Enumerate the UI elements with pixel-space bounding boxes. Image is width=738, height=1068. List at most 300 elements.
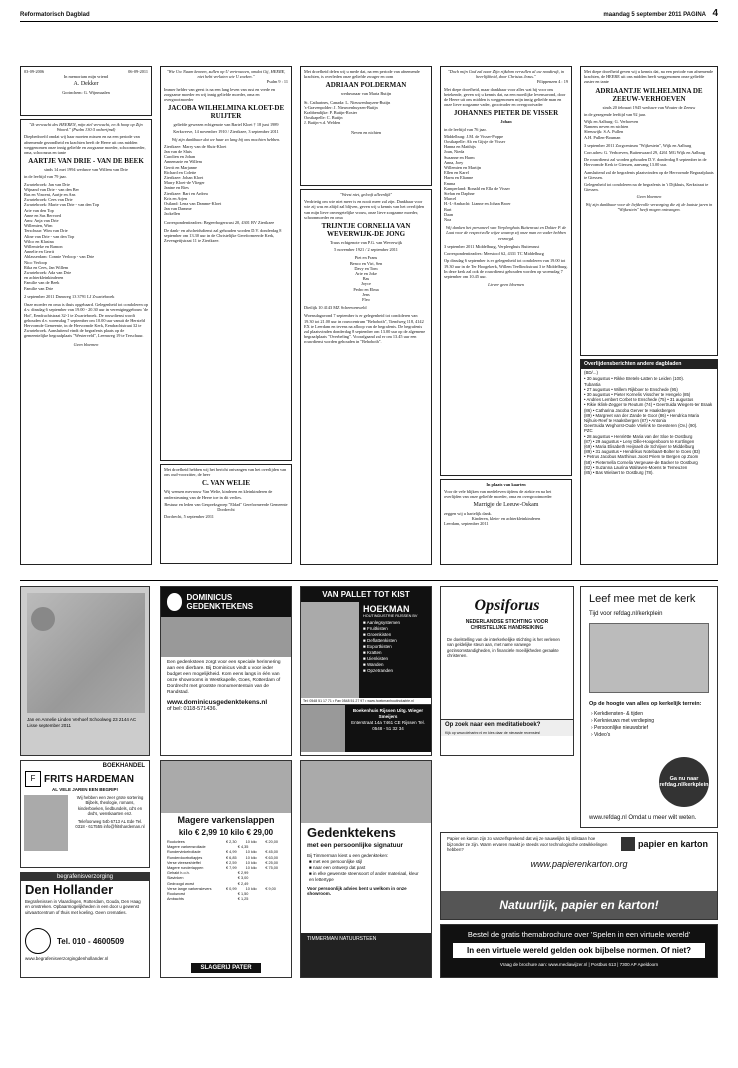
price-cell: 10 kilo [245, 840, 257, 844]
family-line: Aline van Drie - van den Top [24, 233, 75, 239]
slagerij-title: Magere varkenslappen [177, 815, 275, 825]
verse-ref: Filippenzen 4 : 19 [536, 79, 568, 85]
intro-text: Met droefheid hebben wij het bericht ontvangen van het overlijden van ons oud-voorzitter, de heer [164, 467, 287, 478]
mediawijzer-line2: In een virtuele wereld gelden ook bijbelse normen. Of niet? [453, 943, 705, 958]
signature: Bestuur en leden van Gespreksgroep "Eldad" Gereformeerde Gemeente Dordrecht [164, 501, 288, 513]
family-line: Middelburg: J.M. de Visser-Poppe [444, 133, 504, 139]
hardeman-name: FRITS HARDEMAN [44, 773, 134, 785]
gedenk-sub: met een persoonlijke signatuur [307, 842, 404, 849]
family-line: St. Catharines, Canada: L. Nieuwenhuyzen-Butijn [304, 99, 391, 105]
family-line: Ellen en Karel [444, 170, 469, 176]
thanks-de-leeuw [440, 479, 572, 565]
price-cell: Gehakt h.o.h. [167, 871, 190, 876]
obituary-de-visser [440, 66, 572, 476]
dominicus-text: Een gedenksteen zorgt voor een speciale herinnering aan een dierbare. Bij Dominicus vindt u voor ieder budget een mogelijkheid. Kom eens langs in één van onze showrooms in Westkapelle, Goes, Rotterdam of Dordrecht met grootste monumententuin van de Randstad. [167, 660, 281, 695]
overview-item: (85) • Bas Wielaert te Oostburg (78). [584, 470, 654, 476]
memoriam-dekker [20, 66, 152, 116]
opsiforus-sub: NEDERLANDSE STICHTING VOOR CHRISTELIJKE HANDREIKING [465, 619, 549, 631]
dominicus-banner [161, 587, 291, 617]
opsiforus-logo: Opsiforus [474, 597, 540, 614]
closing: Neven en nichten [350, 129, 382, 135]
obituary-text: Verdrietig om wie niet meer is en nooit meer zal zijn. Dankbaar voor wie zij was en altijd zal blijven, geven wij u kennis van het overlijden van mijn lieve onvergetelijke vrouw, onze lieve zorgzame moeder, schoonmoeder en oma [304, 199, 425, 220]
hollander-label: begrafenisverzorging [21, 873, 149, 881]
overview-item: (87) • 29 augustus • Leny Dille-Hoogenboom te Kortlingen [584, 438, 695, 444]
age: in de leeftijd van 79 jaar. [24, 174, 67, 180]
page-number: 4 [712, 8, 718, 19]
refdag-list [581, 709, 717, 741]
family-line: Willemien en Martijn [444, 165, 482, 171]
hoekman-item: ■ Kratten [363, 650, 382, 655]
obituary-van-weverwijk [300, 189, 432, 565]
price-cell: € 2,59 [226, 860, 237, 865]
gedenk-text: Bij Timmerman kiest u een gedenkteken: [307, 853, 389, 858]
price-cell: € 6,85 [226, 855, 237, 860]
family-line: Rika en Cees, Jan Willem [24, 264, 69, 270]
price-cell: € 4,35 [237, 845, 249, 850]
verse-ref: Psalm 9 : 11 [266, 79, 288, 85]
overview-item: • 30 augustus • Rikke Bretels-Latten te Leiden (100). [584, 376, 684, 382]
price-cell: € 2,99 [237, 871, 249, 876]
overview-item: (82) • Suzanna Laurina Walraven-Moens te Temeuzen [584, 464, 688, 470]
funeral-info: Op dinsdag 6 september is er gelegenheid tot condoleren van 19.00 tot 19.30 uur in de Ter Hoogekerk, Willem Teellinckstraat 3 te Middelburg. In deze kerk zal ook de rouwdienst gehouden worden op woensdag 7 september om 10.45 uur. [444, 258, 568, 279]
gedenk-item: ■ met een persoonlijke stijl [309, 859, 363, 864]
hoekman-item: ■ Deflattenkisten [363, 638, 397, 643]
overview-item: • Rikie Iklink-Zegger te Reutum (74) • Geertruida Wiegers-ter Braak (86) • Catharina Jacoba Gerver te Haaksbergen [584, 402, 713, 413]
subtitle: weduwnaar van Maria Butijn [340, 91, 392, 97]
column-1 [20, 66, 152, 576]
wreath-icon [31, 607, 55, 631]
hoekman-item: ■ Aanlegsystemen [363, 620, 400, 625]
family-line: Anna, Joey [444, 159, 464, 165]
price-cell: € 63,00 [265, 855, 279, 860]
mediawijzer-footer: Vraag de brochure aan: www.mediawijzer.nl | Postbus 613 | 7300 AP Apeldoorn [499, 962, 659, 967]
address: 3 september 2011 Middelburg, Verpleeghuis Buitenrust [444, 243, 540, 249]
price-cell: € 45,00 [265, 850, 279, 855]
family-line: Hanna en Matthijs [444, 144, 476, 150]
refdag-item: › Kerknieuws met verdieping [591, 718, 655, 724]
deceased-name: JACOBA WILHELMINA KLOET-DE RUIJTER [167, 104, 285, 121]
hoekman-item: ■ Groenkisten [363, 632, 392, 637]
price-cell: Slavinken [167, 876, 184, 881]
family-line: en achterkleinkinderen [24, 275, 64, 281]
newspaper-name: Reformatorisch Dagblad [20, 12, 90, 18]
overview-title: Overlijdensberichten andere dagbladen [581, 360, 717, 369]
family-line: A.H. Pullen-Bouman [584, 134, 621, 140]
family-line: Davy en Tom [354, 265, 378, 271]
overview-item: • Petrus Jacobus Marthinus Joost Priem te Bergen op Zoom [584, 454, 699, 460]
hollander-name: Den Hollander [25, 882, 114, 897]
family-list [304, 100, 428, 126]
deceased-name: ADRIAANTJE WILHELMINA DE ZEEUW-VERHOEVEN [595, 86, 703, 103]
family-line: Bas en Vincent, Aartje en Ans [24, 192, 76, 198]
opsiforus-web[interactable]: Kijk op www.deharinr.nl en kies daar de nieuwste recensies! [441, 730, 573, 736]
price-cell: 10 kilo [245, 855, 257, 860]
family-list [444, 134, 568, 222]
date-right: 06-09-2011 [128, 69, 148, 74]
family-line: Nico Verloop [24, 259, 47, 265]
overview-item: Geertruida Weghorst-Oude Vrielink te Geesteren (Ov.) (90). [584, 423, 698, 429]
family-line: Familie van Drie [24, 285, 54, 291]
hardeman-ad [20, 760, 150, 868]
refdag-title: Leef mee met de kerk [589, 593, 696, 605]
age: in de gezegende leeftijd van 92 jaar. [584, 111, 646, 117]
family-line: Zwartebroek: Marie van Drie - van den Top [24, 202, 100, 208]
family-list [304, 255, 428, 302]
age: in de leeftijd van 76 jaar. [444, 126, 487, 132]
price-cell: € 4,99 [226, 850, 237, 855]
subtitle: Truus echtgenote van P.G. van Weverwijk [329, 240, 403, 246]
hoekman-contact: Tel: 0548 51 17 71 • Fax 0548 51 27 97 • www.hoekmanhoutindustrie.nl [303, 699, 414, 703]
column-4 [440, 66, 572, 576]
family-line: Joyce [361, 281, 371, 287]
bookshop-name: Boekenhuis Rijssen Uitg. Wieger Smeijers [352, 708, 424, 719]
hollander-text: Begrafenissen in Vlaardingen, Rotterdam, Gouda, Den Haag en omstreken. Opbaarmogelijkheden in een door u gewenst uitvaartcentrum of thuis met koeling. Geen crematies. [25, 899, 141, 915]
overview-item: (69) • Maria Elisabeth Heijnaelt de Schrijver te Middelburg [584, 444, 695, 450]
memorial-photo-ad [20, 586, 150, 756]
gedenkteken-photo [301, 761, 431, 823]
family-line: Namens neven en nichten [584, 124, 629, 130]
hoekman-ad [300, 586, 432, 756]
family-line: Krabbendijke: P. Butijn-Rosier [304, 110, 358, 116]
subtitle: geliefde gewezen echtgenote van Bartel Kloet † 18 juni 1989 [173, 122, 279, 128]
papier-web[interactable]: www.papierenkarton.org [530, 858, 628, 869]
no-flowers: Geen bloemen [636, 194, 662, 200]
correspondence: Correspondentieadres: Meestoof 62, 4331 TC Middelburg [444, 251, 544, 257]
family-line: Benco en Viri, Sen [349, 260, 383, 266]
overview-item: • 30 augustus • Pieter Kornelis Visscher te Hengelo (85) [584, 392, 691, 398]
date-left: 03-09-2006 [24, 69, 45, 74]
gedenk-title: Gedenktekens [307, 825, 396, 840]
verse: "Weest niet, gelooft alleenlijk" [339, 192, 393, 197]
hoekman-item: ■ Uienkisten [363, 656, 388, 661]
family-line: Jan van Damme [164, 206, 192, 212]
price-cell: € 2,30 [226, 840, 237, 844]
family-line: Zwartebroek: Ada van Drie [24, 270, 72, 276]
dominicus-phone: of bel: 0118-571436. [167, 706, 218, 712]
family-line: Bart [444, 206, 452, 212]
thanks-text: Voor de vele blijken van medeleven tijdens de ziekte en na het overlijden van onze geliefde moeder, oma en overgrootmoeder [444, 489, 552, 500]
refdag-heading: Op de hoogte van alles op kerkelijk terrein: [589, 701, 702, 707]
overview-source: (BD/...) [584, 370, 598, 376]
refdag-item: › Persoonlijke nieuwsbrief [591, 725, 648, 731]
slagerij-price: kilo € 2,99 10 kilo € 29,00 [178, 828, 274, 837]
family-line: Ablasserdam: Connie Verloop - van Drie [24, 254, 95, 260]
deceased-name: JOHANNES PIETER DE VISSER [453, 109, 559, 118]
gedenk-item: ■ naar een ontwerp dat past [309, 865, 366, 870]
obituary-text: Met diepe droefheid, maar dankbaar voor alles wat hij voor ons betekende, geven wij u kennis dat, na een moeilijke levensavond, door de Heere uit ons midden is weggenomen mijn innig geliefde man en onze lieve zorgzame vader, grootvader en overgrootvader [444, 86, 566, 108]
hoekman-item: ■ Exportkisten [363, 644, 392, 649]
price-cell: Verse lange varkenslevers [167, 886, 212, 891]
family-list [24, 182, 148, 291]
verse: "Wie Uw Naam kennen, zullen op U vertrouwen, omdat Gij, HEERE, niet hebt verlaten wie U zoeken." [166, 69, 286, 80]
obituary-text: Diepbedroefd omdat wij haar moeten missen en na een periode van afnemende gezondheid en krachten heeft de Heere uit ons midden weggenomen onze innig geliefde en zorgzame moeder, schoonmoeder, oma, schoonzus en tante [24, 134, 146, 156]
family-line: Janine en Ries [164, 185, 189, 191]
family-line: Richard en Colette [164, 169, 197, 175]
deceased-name: ADRIAAN POLDERMAN [325, 81, 407, 90]
deceased-name: Marrigje de Leeuw-Oskam [473, 501, 539, 508]
date: Dordrecht, 5 september 2011 [164, 514, 214, 520]
hardeman-logo-icon: F [25, 771, 41, 787]
family-line: Daan [444, 211, 454, 217]
price-cell: Rookworst [167, 892, 185, 897]
family-line: Willemien, Wim [24, 223, 53, 229]
family-line: Ostland: Lena van Damme-Kloet [164, 201, 222, 207]
price-cell: € 0,99 [226, 886, 237, 891]
opsiforus-text: De doelstelling van de interkerkelijke stichting is het verlenen van geldelijke steun aan, met name vanwege gezinsomstandigheden, in financiële moeilijkheden geraakte christenen. [447, 637, 560, 659]
mediawijzer-line1: Bestel de gratis themabrochure over 'Spelen in een virtuele wereld' [467, 930, 691, 939]
price-cell: € 9,00 [265, 886, 276, 891]
refdag-footer: www.refdag.nl Omdat u meer wilt weten. [589, 815, 697, 821]
price-cell: 10 kilo [245, 860, 257, 865]
opsiforus-cta: Op zoek naar een meditatieboek? [441, 719, 573, 730]
dates: 5 november 1921 / 2 september 2011 [334, 247, 398, 253]
obituary-van-welie [160, 464, 292, 564]
thanks: Wij danken het personeel van Verpleeghuis Buitenrust en Dokter P. de Laat voor de respectvolle wijze waarop zij onze man en vader hebben verzorgd. [445, 225, 567, 241]
verse: "Ik verwacht des HEEREN, mijn ziel verwacht, en ik hoop op Zijn Woord." (Psalm 130:5 onberijmd) [29, 122, 143, 133]
family-line: Gerrit en Marjanne [164, 164, 197, 170]
correspondence: Corr.adres: G. Verhoeven, Buitenwaard 29, 4261 MG Wijk en Aalburg [584, 150, 706, 156]
overview-item: • 28 augustus • Henriëtte Maria van der Sloe te Oostburg [584, 433, 693, 439]
family-line: Terschuur: Wim van Drie [24, 228, 68, 234]
address: 3 september 2011 Zorgcentrum "Wijkestein", Wijk en Aalburg [584, 142, 692, 148]
hollander-web[interactable]: www.begrafenisverzorgingdenhollander.nl [25, 956, 109, 961]
family-list [164, 144, 288, 217]
funeral-info: Onze moeder en oma is thuis opgebaard. Gelegenheid tot condoleren op d.v. dinsdag 6 september van 19.00 - 20.30 uur in vereniginggebouw 'de Hof', Eendrachtstraat 32-1 te Zwartebroek. De rouwdienst wordt gehouden d.v. woensdag 7 september om 10.00 uur vanuit de Hersteld Hervormde Gemeente, in de Hervormde Kerk, Eendrachtstraat 32 te Zwartebroek. Aansluitend vindt de begrafenis plaats op de gemeentelijke begraafplaats "Westerveld", Leemweg 19 te Terschuur. [24, 302, 149, 339]
bookshop-address: Enterstraat 14a 7461 CE Rijssen Tel. 0548 - 51 32 34 [351, 720, 425, 731]
mediawijzer-ad [440, 924, 718, 978]
overview-item: Tubantia [584, 381, 601, 387]
family-line: Suzanne en Harm [444, 154, 475, 160]
family-line: Jens [362, 291, 370, 297]
date: Leerdam, september 2011 [444, 521, 489, 527]
intro: In memoriam mijn vriend [63, 74, 109, 80]
family-line: Wijk en Aalburg: G. Verhoeven [584, 119, 639, 125]
family-line: Bas [362, 276, 370, 282]
dates: Kerkwerve, 14 november 1910 / Zierikzee, 3 september 2011 [173, 129, 279, 135]
family-line: Fleo [362, 297, 370, 303]
price-cell: Rookvlees [167, 840, 185, 844]
page-header [20, 8, 718, 22]
overview-list [581, 376, 717, 475]
price-cell: Verse vleeseshieffel [167, 860, 201, 865]
timmerman-ad [300, 760, 432, 978]
address: 2 september 2011 Damweg 13 3791 LJ Zwartebroek [24, 293, 115, 299]
overview-item: • Andries Lembert Corbet te Enschede (75) • 31 augustus [584, 397, 694, 403]
slagerij-pater-ad [160, 760, 292, 978]
refdag-sub: Tijd voor refdag.nl/kerkplein [589, 611, 663, 617]
gedenk-list [301, 859, 431, 883]
price-cell: € 3,00 [237, 876, 249, 881]
family-line: Jackellen [164, 211, 180, 217]
family-list [584, 119, 714, 140]
obituary-text: Met diepe droefheid geven wij u kennis dat, na een periode van afnemende krachten, de HEERE uit ons midden heeft weggenomen onze geliefde zuster en tante [584, 69, 713, 85]
hoekman-brand: HOEKMAN [363, 604, 410, 614]
family-line: Zwartebroek: Jan van Drie [24, 181, 70, 187]
overlijdensberichten-box [580, 359, 718, 565]
timmerman-brand: TIMMERMAN NATUURSTEEN [301, 933, 431, 977]
funeral-info: De dank- en afscheidsdienst zal gehouden worden D.V. donderdag 8 september om 13.30 uur in de Christelijke Gereformeerde Kerk, Zevengetijstraat 11 te Zierikzee. [164, 227, 282, 244]
burial-info: Aansluitend zal de begrafenis plaatsvinden op de Hervormde Begraafplaats te Giessen. [584, 169, 714, 180]
hardeman-label: BOEKHANDEL [102, 763, 145, 769]
address: Dietlijk 10 4143 MZ Scheewenweld [304, 305, 367, 311]
deceased-name: TRIJNTJE CORNELIA VAN WEVERWIJK-DE JONG [321, 222, 411, 239]
price-cell: 10 kilo [245, 850, 257, 855]
refdag-cta-badge[interactable]: Ga nu naar refdag.nl/kerkplein [659, 757, 709, 807]
hoekman-sub: HOUTINDUSTRIE RIJSSEN BV [363, 614, 418, 618]
hoekman-item: ■ Opzetranden [363, 668, 393, 673]
family-line: Marry Kloet-de Vlieger [164, 180, 205, 186]
family-line: Noa [444, 217, 452, 223]
section-divider [20, 580, 718, 581]
column-3 [300, 66, 432, 576]
signature: Kinderen, klein- en achterkleinkinderen [471, 515, 541, 521]
meat-photo [161, 761, 291, 813]
price-row [167, 897, 285, 902]
price-cell: € 25,00 [265, 860, 279, 865]
price-cell: € 1,25 [237, 897, 249, 902]
family-line: Familie van de Beek [24, 280, 60, 286]
obituary-kloet [160, 66, 292, 461]
price-cell: € 7,99 [226, 866, 237, 871]
family-line: Annemarie en Willem [164, 159, 202, 165]
obituary-text: Met droefheid delen wij u mede dat, na een periode van afnemende krachten, is overleden onze geliefde zwager en oom [304, 69, 420, 80]
family-line: H.-I.-Ambacht: Lianne en Johan Broer [444, 201, 511, 207]
laptop-image [589, 623, 709, 693]
price-cell: Magere runderlappen [167, 866, 204, 871]
price-cell: 10 kilo [245, 886, 257, 891]
verse: "Doch mijn God zal naar Zijn rijkdom vervullen al uw noodtruft, in heerlijkheid, door Christus Jezus." [447, 69, 565, 80]
obituary-polderman [300, 66, 432, 186]
gedenk-footer: Voor persoonlijk advies bent u welkom in onze showroom. [307, 886, 407, 896]
gedenk-item: ■ in elke gewenste steensoort of ander materiaal, kleur en lettertype [309, 871, 419, 882]
hollander-logo-icon [25, 928, 51, 954]
stone-photo [161, 617, 291, 657]
column-2 [160, 66, 292, 576]
price-cell: € 2,49 [237, 881, 249, 886]
price-cell: Gedroogd worst [167, 881, 195, 886]
hoekman-list [363, 620, 427, 674]
family-line: Wijnand van Drie - van den Ber [24, 186, 79, 192]
family-line: Arie van den Top [24, 207, 54, 213]
opsiforus-ad [440, 586, 574, 756]
price-cell: Magere varkensrollade [167, 845, 206, 850]
family-line: Arie en Joke [355, 271, 377, 277]
bookshop-photo [301, 705, 345, 752]
price-cell [261, 897, 285, 902]
family-line: Ams: Anja van Drie [24, 218, 59, 224]
family-line: Zierikzee: Johan Kloet [164, 175, 204, 181]
correspondence: Correspondentieadres: Begeerbogersrust 20, 4301 BV Zierikzee [164, 219, 275, 225]
family-line: Piet en Frans [354, 255, 378, 261]
family-line: Joan, Nieda [444, 149, 465, 155]
family-line: 's-Gravenpolder: J. Nieuwenhuyzen-Butijn [304, 104, 378, 110]
deceased-name: A. Dekker [73, 81, 99, 88]
refdag-item: › Kerkdiensten- & tijden [591, 711, 643, 717]
no-flowers: Liever geen bloemen [488, 282, 524, 288]
family-line: Sleeuwijk: S.A. Pullen [584, 129, 624, 135]
thanks: Wij zijn dankbaar dat we haar zo lang bij ons mochten hebben. [171, 136, 281, 142]
nickname: Johan [500, 119, 512, 125]
den-hollander-ad [20, 872, 150, 978]
shop-photo [24, 795, 68, 851]
family-line: Stefan en Daphne [444, 191, 475, 197]
family-line: J. Butijn-v.d. Welden [304, 120, 341, 126]
no-flowers: Geen bloemen [73, 341, 99, 347]
family-line: Anne en Sas Bervoed [24, 212, 62, 218]
subtitle: sinds 20 februari 1945 weduwe van Wouter de Zeeuw [602, 104, 696, 110]
refdag-ad [580, 586, 718, 828]
deceased-name: C. VAN WELIE [201, 479, 251, 488]
dominicus-ad [160, 586, 292, 756]
slagerij-price-table [161, 838, 291, 904]
obituary-text: Immer helder van geest is na een lang leven van rust en vrede en zorgzame moeder en wij innig geliefde moeder, oma en overgrootmoeder [164, 86, 276, 103]
overview-item: (89) • Margreet van der Zande te Goor (86) • Hendrica Maria Nijhuis-Reef te Haaksbergen (87) • Antonia [584, 412, 700, 424]
hardeman-text: Wij hebben een zeer grote sortering Bijbels, theologie, romans, kinderboeken, liedbundels, cd's en dvd's, wenskaarten enz. [76, 795, 144, 817]
family-line: Carolien en Johan [164, 154, 196, 160]
family-line: Marcel [444, 196, 457, 202]
family-line: Kamperland: Ronald en Ella de Visser [444, 185, 510, 191]
title: In plaats van kaarten [486, 482, 526, 487]
funeral-info: De rouwdienst zal worden gehouden D.V. donderdag 8 september in de Hervormde Kerk te Giessen, aanvang 13.00 uur. [584, 157, 707, 168]
thanks: Wij zijn dankbaar voor de liefdevolle verzorging die zij de laatste jaren in "Wijkestein" heeft mogen ontvangen. [585, 201, 713, 212]
refdag-item: › Video's [591, 732, 611, 738]
dominicus-title: DOMINICUS GEDENKTEKENS [186, 593, 254, 611]
funeral-info: Woensdagavond 7 september is er gelegenheid tot condoleren van 19.30 tot 21.00 uur in rouwcentrum "Behoboth", Tiendweg 118, 4142 EX te Leerdam en tevens na afloop van de begrafenis. De begrafenis zal plaatsvinden donderdag 8 september om 13.00 uur op de algemene begraafplaats "Overbeling". Voorafgaand zal er om 13.45 uur een rouwdienst worden gehouden in "Behoboth". [304, 313, 426, 345]
hollander-phone: Tel. 010 - 4600509 [57, 936, 125, 946]
photo-caption: Jan en Annelie Linden Verhoef Schoolweg 23 2144 AC Lisse september 2011 [27, 717, 137, 728]
thanks-line: zeggen wij u hartelijk dank. [444, 510, 492, 516]
subtitle: sinds 14 mei 1994 weduwe van Willem van Drie [44, 167, 128, 173]
dominicus-web[interactable]: www.dominicusgedenktekens.nl [167, 699, 268, 706]
slagerij-name: SLAGERIJ PATER [191, 963, 261, 973]
papier-brand: papier en karton [638, 839, 709, 850]
header-date: maandag 5 september 2011 PAGINA [603, 12, 706, 18]
condolence-text: Wij wensen mevrouw Van Welie, kinderen en kleinkinderen de ondersteuning van de Heere toe in dit verlies. [164, 489, 273, 500]
price-cell: € 20,00 [265, 840, 279, 844]
hardeman-sub: AL VELE JAREN EEN BEGRIP! [52, 787, 118, 792]
papier-logo-icon [621, 837, 635, 851]
price-cell: € 75,00 [265, 866, 279, 871]
obituary-van-drie [20, 119, 152, 565]
condolence-info: Gelegenheid tot condoleren na de begrafenis in 't Dijkhuis, Kerkstraat te Giessen. [584, 182, 709, 193]
dominicus-logo-icon [167, 593, 182, 611]
obituary-de-zeeuw [580, 66, 718, 356]
papier-slogan: Natuurlijk, papier en karton! [441, 891, 717, 919]
price-cell: Ambachts [167, 897, 184, 902]
hoekman-item: ■ Wanden [363, 662, 384, 667]
column-5 [580, 66, 718, 576]
price-cell: € 1,50 [237, 892, 249, 897]
family-line: Zwartebroek: Cees van Drie [24, 197, 73, 203]
family-line: Zierikzee: Bart en Ardrea [164, 190, 208, 196]
family-line: Zierikzee: Marry van de Sluis-Kloet [164, 143, 227, 149]
deceased-name: AARTJE VAN DRIE - VAN DE BEEK [28, 157, 144, 166]
family-line: Willemieke en Ramon [24, 244, 63, 250]
papier-text: Papier en karton zijn zo vanzelfsprekend dat wij ze nauwelijks bij stilstaan hoe bijzonder ze zijn. Warm ervaren maakt je steeds voor technologische ontwikkelingen hebben? [447, 836, 608, 853]
papier-karton-ad [440, 832, 718, 920]
price-cell: 10 kilo [245, 866, 257, 871]
family-line: Kris en Arjen [164, 195, 188, 201]
overview-item: (58) • Pieternella Cornelia Vergeuwe-de Backer te Oostburg [584, 459, 698, 465]
signature: Gorinchem: G. Wijnmaalen [62, 90, 110, 96]
family-line: Pedro en Elma [353, 286, 379, 292]
family-line: Oostkapelle: C. Butijn [304, 115, 343, 121]
family-line: Emma [444, 180, 456, 186]
overview-item: (89) • 31 augustus • Hendrikus Notebaart-Bolter te Goes (83) [584, 449, 700, 455]
hoekman-title: VAN PALLET TOT KIST [301, 587, 431, 602]
hardeman-phone: Telefoonweg 54b 6713 AL Ede Tel. 0318 - 617555 info@fritshardeman.nl [75, 818, 145, 830]
price-cell: Runderdoorbotlapjes [167, 855, 203, 860]
